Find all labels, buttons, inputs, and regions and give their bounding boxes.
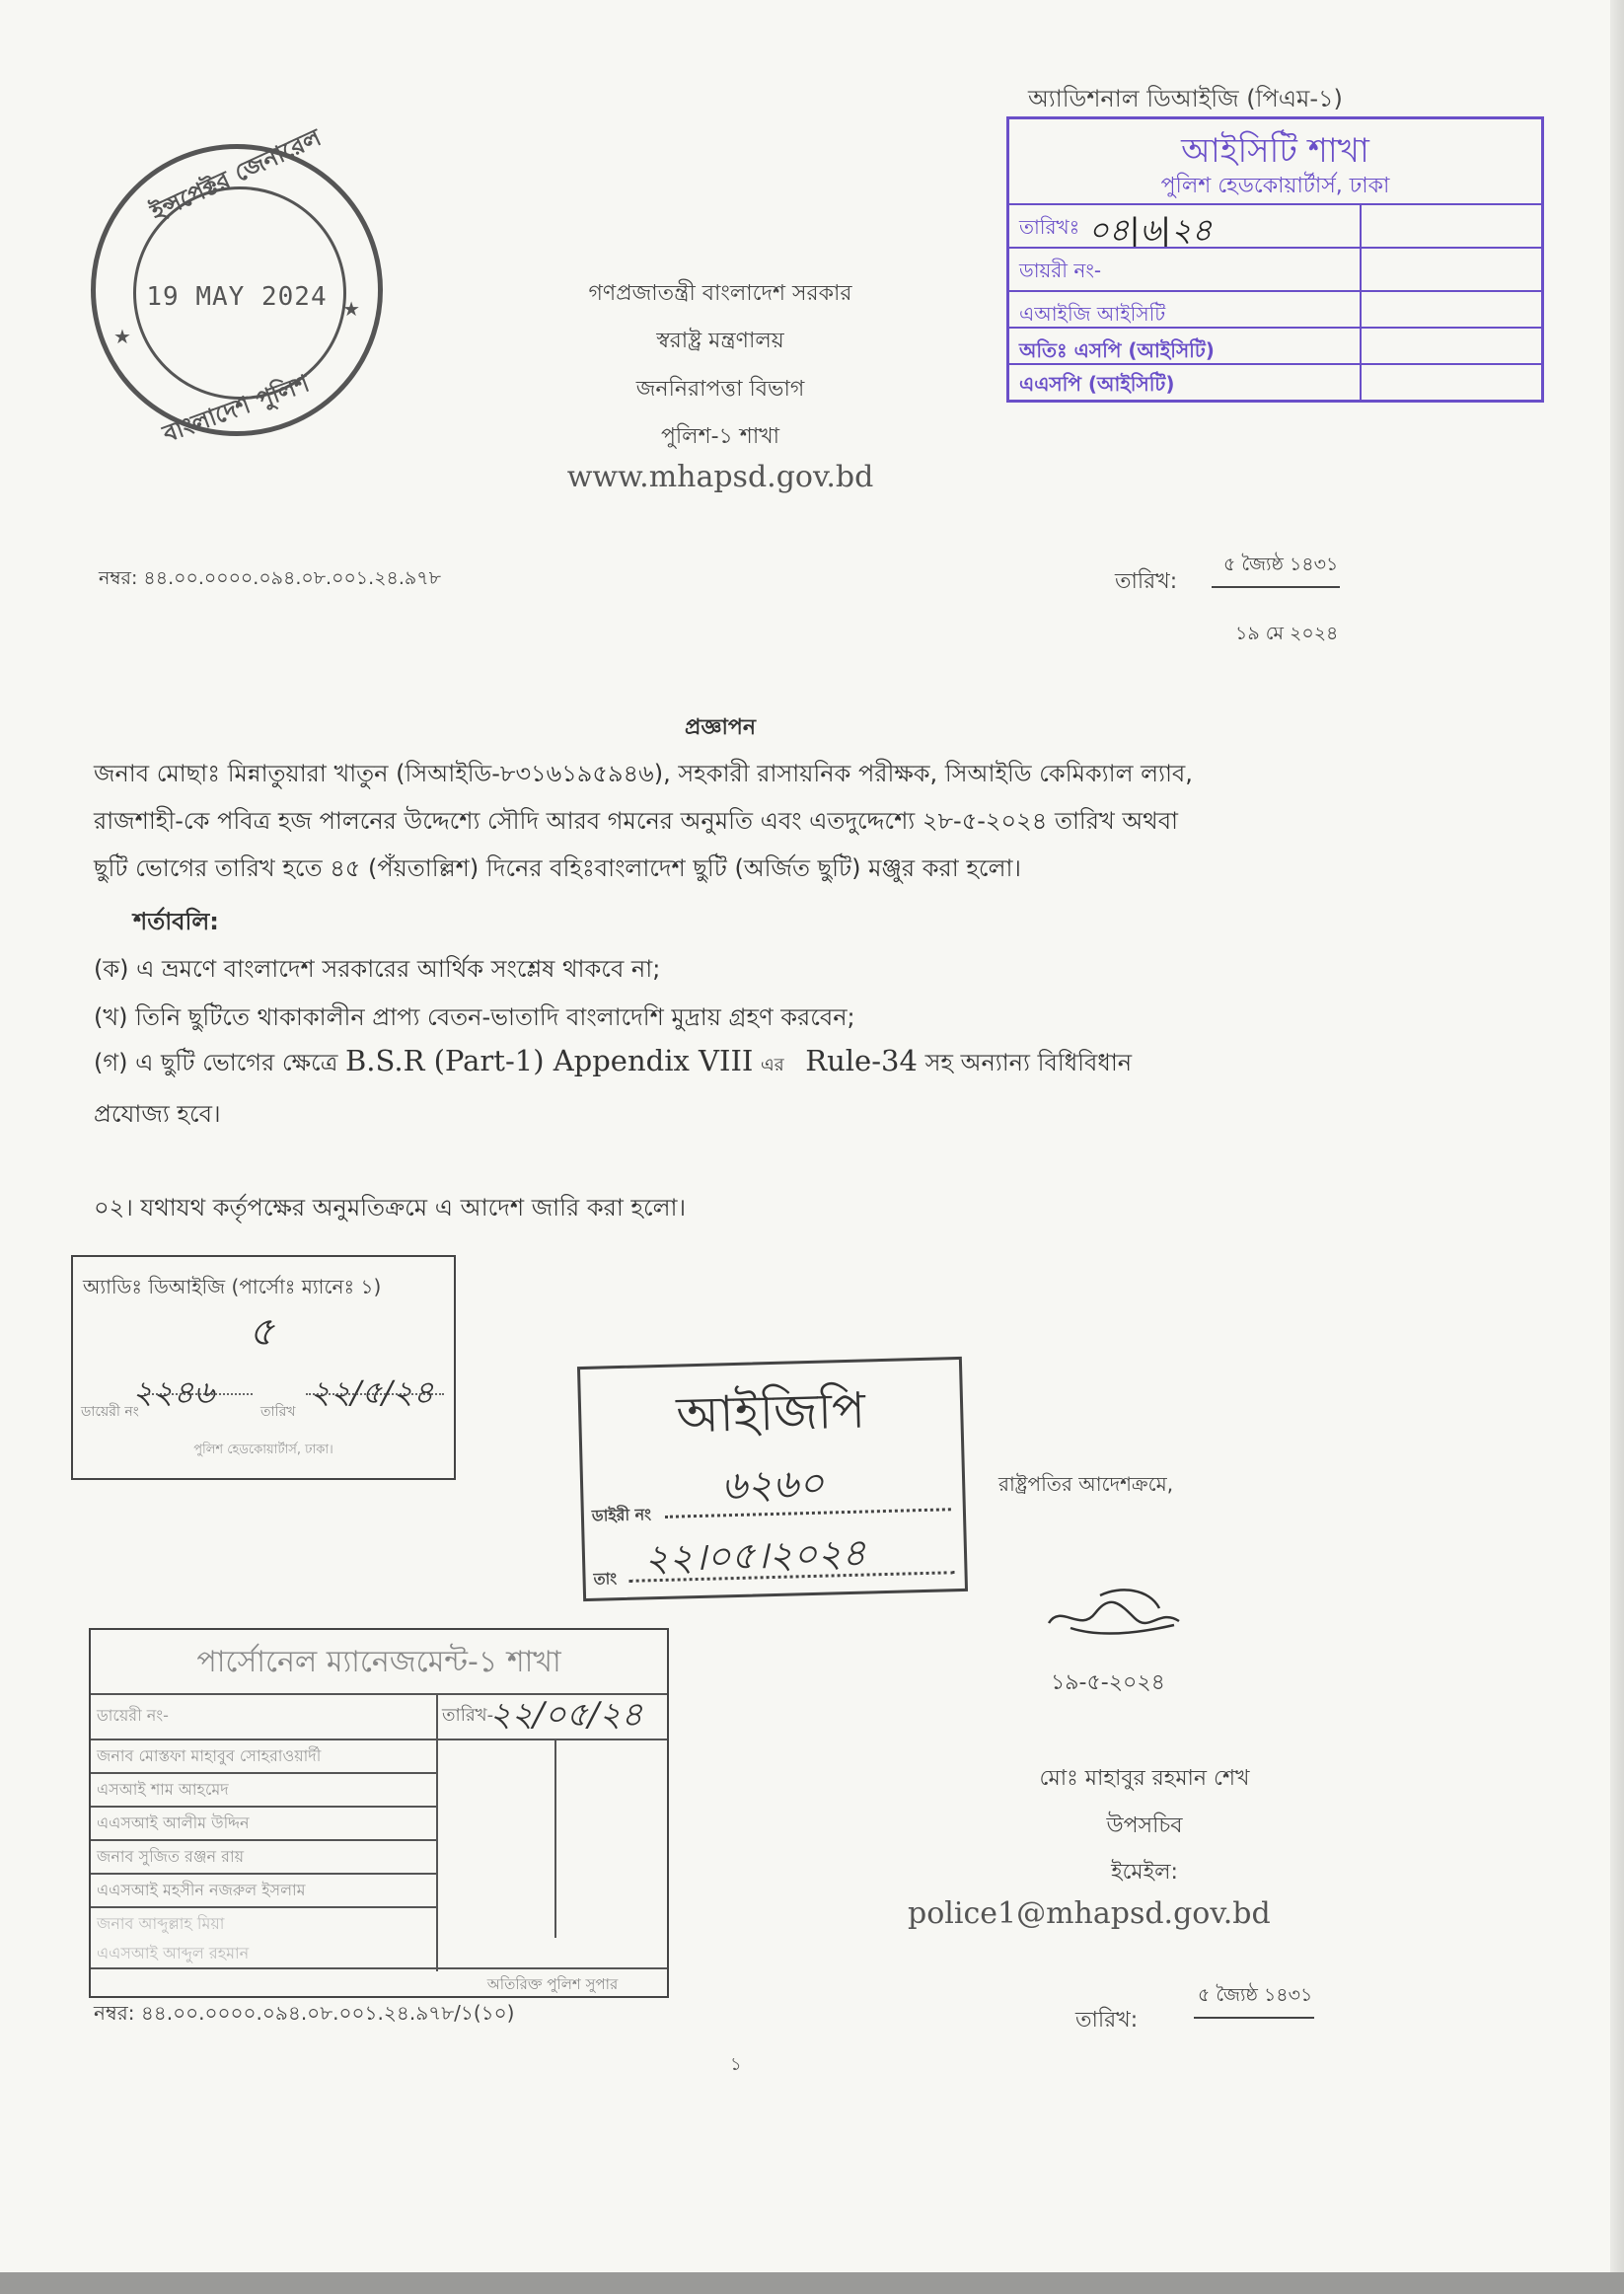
- igp-date-label: তাং: [593, 1569, 618, 1589]
- column-divider: [1360, 205, 1362, 249]
- pm-diary-label: ডায়েরী নং-: [97, 1706, 169, 1725]
- addl-dig-stamp-title: অ্যাডিঃ ডিআইজি (পার্সোঃ ম্যানেঃ ১): [83, 1275, 382, 1298]
- pm-row: এএসআই আব্দুল রহমান: [97, 1944, 250, 1962]
- row-label: এআইজি আইসিটি: [1019, 302, 1166, 326]
- memo-date-bangla: ৫ জ্যৈষ্ঠ ১৪৩১: [1212, 551, 1340, 588]
- condition-ga-line2: প্রযোজ্য হবে।: [94, 1100, 221, 1128]
- igp-stamp: [577, 1357, 968, 1601]
- signatory-name: মোঃ মাহাবুর রহমান শেখ: [1039, 1766, 1250, 1791]
- copy-memo-number: নম্বর: ৪৪.০০.০০০০.০৯৪.০৮.০০১.২৪.৯৭৮/১(১০): [94, 2001, 515, 2025]
- scan-right-edge: [1610, 0, 1624, 2294]
- condition-ga-prefix: (গ) এ ছুটি ভোগের ক্ষেত্রে: [94, 1049, 338, 1076]
- pm-row: জনাব সুজিত রঞ্জন রায়: [91, 1839, 436, 1873]
- pm-date-value: ২২/০৫/২৪: [489, 1695, 643, 1735]
- seal-date: 19 MAY 2024: [146, 282, 328, 312]
- igp-date-value: ২২।০৫।২০২৪: [643, 1530, 867, 1581]
- govt-name: গণপ্রজাতন্ত্রী বাংলাদেশ সরকার: [588, 281, 852, 306]
- diary-value: ২২৪৬: [132, 1373, 215, 1411]
- star-icon: ★: [113, 325, 131, 348]
- rule-reference: Rule-34: [805, 1044, 918, 1077]
- condition-ga-mid: এর: [761, 1055, 784, 1075]
- pm-row: এসআই শাম আহমেদ: [91, 1772, 436, 1806]
- memo-number: নম্বর: ৪৪.০০.০০০০.০৯৪.০৮.০০১.২৪.৯৭৮: [99, 567, 441, 589]
- condition-ka: (ক) এ ভ্রমণে বাংলাদেশ সরকারের আর্থিক সংশ্লেষ থাকবে না;: [94, 955, 661, 983]
- email-label: ইমেইল:: [1111, 1860, 1178, 1885]
- handwritten-mark: ৫: [249, 1309, 274, 1355]
- igp-diary-value: ৬২৬০: [720, 1460, 825, 1510]
- signatory-email[interactable]: police1@mhapsd.gov.bd: [908, 1896, 1271, 1931]
- notice-title: প্রজ্ঞাপন: [685, 715, 756, 740]
- row-label: ডায়রী নং-: [1019, 259, 1102, 282]
- ict-stamp-heading: অ্যাডিশনাল ডিআইজি (পিএম-১): [1028, 85, 1343, 112]
- ministry-name: স্বরাষ্ট্র মন্ত্রণালয়: [656, 329, 784, 353]
- addl-dig-stamp: [71, 1255, 456, 1480]
- diary-label: ডায়েরী নং: [81, 1404, 139, 1420]
- division-name: জননিরাপত্তা বিভাগ: [635, 377, 805, 402]
- website-link[interactable]: www.mhapsd.gov.bd: [566, 460, 874, 494]
- copy-memo-date-bangla: ৫ জ্যৈষ্ঠ ১৪৩১: [1194, 1981, 1314, 2019]
- column-divider: [436, 1693, 438, 1971]
- condition-ga-suffix: সহ অন্যান্য বিধিবিধান: [924, 1049, 1133, 1076]
- pm-row: এএসআই আলীম উদ্দিন: [91, 1806, 436, 1839]
- column-divider: [1360, 249, 1362, 292]
- page-number: ১: [730, 2054, 742, 2075]
- ict-stamp-subtitle: পুলিশ হেডকোয়ার্টার্স, ঢাকা: [1160, 174, 1390, 198]
- scan-bottom-edge: [0, 2272, 1624, 2294]
- memo-date-label: তারিখ:: [1115, 569, 1178, 594]
- seal-bottom-text: বাংলাদেশ পুলিশ: [159, 369, 314, 448]
- notice-paragraph-line: ছুটি ভোগের তারিখ হতে ৪৫ (পঁয়তাল্লিশ) দিনের বহিঃবাংলাদেশ ছুটি (অর্জিত ছুটি) মঞ্জুর করা হলো।: [94, 854, 1021, 882]
- signature-image: [1041, 1584, 1189, 1653]
- igp-stamp-title: আইজিপি: [675, 1381, 866, 1444]
- conditions-heading: শর্তাবলি:: [133, 908, 219, 935]
- igp-diary-label: ডাইরী নং: [591, 1505, 652, 1525]
- pm-stamp-title: পার্সোনেল ম্যানেজমেন্ট-১ শাখা: [196, 1645, 561, 1679]
- row-label: এএসপি (আইসিটি): [1019, 372, 1175, 396]
- bsr-reference: B.S.R (Part-1) Appendix VIII: [344, 1044, 754, 1077]
- notice-paragraph-line: জনাব মোছাঃ মিন্নাতুয়ারা খাতুন (সিআইডি-৮৩১৬১৯৫৯৪৬), সহকারী রাসায়নিক পরীক্ষক, সিআইডি কেমিক্যাল ল্যাব,: [94, 760, 1193, 787]
- condition-ga: [94, 1044, 1132, 1084]
- ict-stamp-row-date: [1009, 203, 1541, 249]
- date-value: ২২/৫/২৪: [310, 1373, 434, 1411]
- signed-date: ১৯-৫-২০২৪: [1051, 1670, 1165, 1695]
- date-dotted-line: [306, 1393, 444, 1395]
- divider: [91, 1967, 667, 1969]
- copy-memo-date-label: তারিখ:: [1075, 2008, 1139, 2033]
- pm-row: জনাব আব্দুল্লাহ মিয়া: [91, 1906, 436, 1940]
- memo-date-gregorian: ১৯ মে ২০২৪: [1235, 623, 1339, 644]
- presidential-order-text: রাষ্ট্রপতির আদেশক্রমে,: [998, 1472, 1174, 1496]
- date-label: তারিখ: [260, 1404, 296, 1420]
- column-divider: [554, 1739, 556, 1938]
- signatory-designation: উপসচিব: [1106, 1813, 1183, 1838]
- pm-row: এএসআই মহসীন নজরুল ইসলাম: [91, 1873, 436, 1906]
- column-divider: [1360, 365, 1362, 402]
- addl-dig-stamp-footer: পুলিশ হেডকোয়ার্টার্স, ঢাকা।: [193, 1443, 333, 1457]
- ict-stamp-row-diary: [1009, 247, 1541, 292]
- star-icon: ★: [342, 297, 360, 321]
- personnel-management-stamp: [89, 1628, 669, 1998]
- row-label: অতিঃ এসপি (আইসিটি): [1019, 338, 1215, 362]
- ict-branch-stamp: [1006, 116, 1544, 403]
- pm-date-label: তারিখ-: [442, 1705, 494, 1726]
- row-label: তারিখঃ: [1019, 215, 1080, 239]
- seal-top-text: ইন্সপেক্টর জেনারেল: [146, 123, 326, 227]
- clause-02: ০২। যথাযথ কর্তৃপক্ষের অনুমতিক্রমে এ আদেশ জারি করা হলো।: [94, 1194, 687, 1221]
- notice-paragraph-line: রাজশাহী-কে পবিত্র হজ পালনের উদ্দেশ্যে সৌদি আরব গমনের অনুমতি এবং এতদুদ্দেশ্যে ২৮-৫-২০২৪ তারিখ অথবা: [94, 807, 1179, 835]
- row-value: ০৪|৬|২৪: [1088, 211, 1213, 249]
- pm-stamp-footer: অতিরিক্ত পুলিশ সুপার: [486, 1975, 619, 1993]
- diary-dotted-line: [144, 1393, 253, 1395]
- pm-row: জনাব মোস্তফা মাহাবুব সোহরাওয়ার্দী: [91, 1739, 436, 1772]
- condition-kha: (খ) তিনি ছুটিতে থাকাকালীন প্রাপ্য বেতন-ভাতাদি বাংলাদেশি মুদ্রায় গ্রহণ করবেন;: [94, 1003, 855, 1031]
- ict-stamp-row-asp: [1009, 363, 1541, 402]
- branch-name: পুলিশ-১ শাখা: [660, 424, 780, 449]
- ict-stamp-title: আইসিটি শাখা: [1181, 131, 1369, 171]
